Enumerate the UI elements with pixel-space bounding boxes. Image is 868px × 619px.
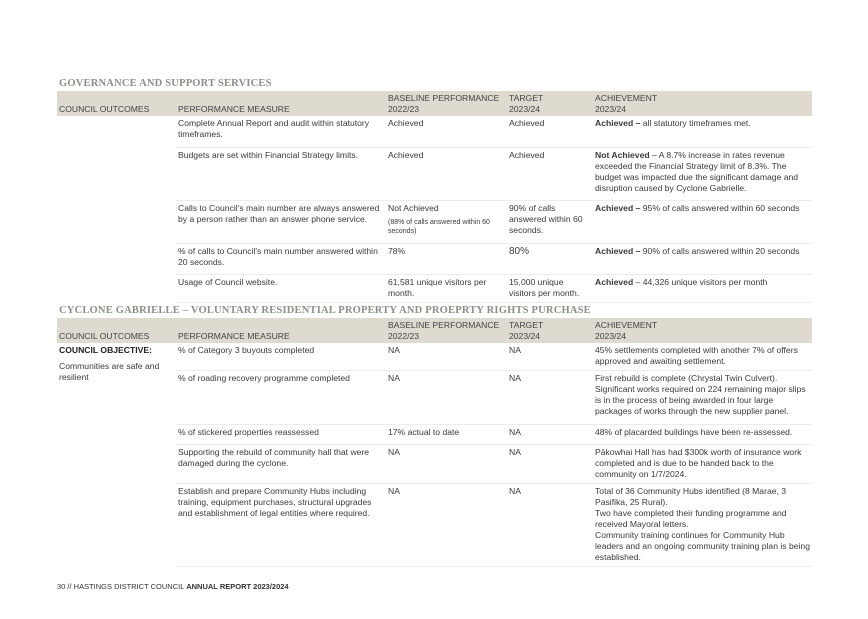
achievement-cell: Achieved – 44,326 unique visitors per month — [593, 274, 812, 302]
baseline-cell: NA — [386, 343, 507, 371]
achievement-cell: Achieved – 95% of calls answered within 60 seconds — [593, 200, 812, 243]
table-header-row — [57, 91, 812, 116]
header-target: TARGET 2023/24 — [509, 93, 544, 114]
outcome-cell — [57, 147, 176, 200]
measure-cell: % of roading recovery programme completed — [176, 371, 386, 425]
header-performance-measure: PERFORMANCE MEASURE — [178, 331, 290, 341]
council-objective-text: Communities are safe and resilient — [59, 361, 160, 382]
table-row — [57, 243, 812, 274]
baseline-cell: 78% — [386, 243, 507, 274]
target-cell: NA — [507, 484, 593, 567]
outcome-cell — [57, 243, 176, 274]
achievement-cell: Pākowhai Hall has had $300k worth of insurance work completed and is due to be handed back to the community on 1/7/2024. — [593, 445, 812, 484]
target-cell: Achieved — [507, 116, 593, 147]
table-header-row — [57, 318, 812, 343]
achievement-line: Two have completed their funding programme and received Mayoral letters. — [595, 508, 787, 529]
section-title-governance: GOVERNANCE AND SUPPORT SERVICES — [59, 78, 272, 89]
baseline-cell: NA — [386, 371, 507, 425]
table-row — [57, 147, 812, 200]
header-baseline: BASELINE PERFORMANCE 2022/23 — [388, 93, 500, 114]
target-cell: NA — [507, 343, 593, 371]
measure-cell: % of stickered properties reassessed — [176, 425, 386, 445]
achievement-line: Total of 36 Community Hubs identified (8 Marae, 3 Pasifika, 25 Rural). — [595, 486, 787, 507]
baseline-cell: 17% actual to date — [386, 425, 507, 445]
header-achievement: ACHIEVEMENT 2023/24 — [595, 93, 658, 114]
achievement-line: Community training continues for Community Hub leaders and an ongoing community training plan is being established. — [595, 530, 810, 562]
baseline-cell: NA — [386, 484, 507, 567]
measure-cell: Supporting the rebuild of community hall that were damaged during the cyclone. — [176, 445, 386, 484]
header-baseline: BASELINE PERFORMANCE 2022/23 — [388, 320, 500, 341]
achievement-cell: Not Achieved – A 8.7% increase in rates revenue exceeded the Financial Strategy limit of 8.3%. The budget was impacted due the significant damage and disruption caused by Cyclone Gabrielle. — [593, 147, 812, 200]
target-cell: Achieved — [507, 147, 593, 200]
achievement-cell: Achieved – 90% of calls answered within 20 seconds — [593, 243, 812, 274]
baseline-cell: NA — [386, 445, 507, 484]
page-footer: 30 // HASTINGS DISTRICT COUNCIL ANNUAL REPORT 2023/2024 — [57, 582, 289, 591]
header-achievement: ACHIEVEMENT 2023/24 — [595, 320, 658, 341]
target-cell: NA — [507, 425, 593, 445]
header-target: TARGET 2023/24 — [509, 320, 544, 341]
target-cell: NA — [507, 445, 593, 484]
governance-table — [57, 91, 812, 303]
target-cell: NA — [507, 371, 593, 425]
measure-cell: % of calls to Council's main number answered within 20 seconds. — [176, 243, 386, 274]
measure-cell: Usage of Council website. — [176, 274, 386, 302]
baseline-cell: Not Achieved (88% of calls answered within 60 seconds) — [386, 200, 507, 243]
baseline-cell: Achieved — [386, 116, 507, 147]
achievement-cell: 48% of placarded buildings have been re-assessed. — [593, 425, 812, 445]
header-performance-measure: PERFORMANCE MEASURE — [178, 104, 290, 114]
achievement-cell: First rebuild is complete (Chrystal Twin Culvert). Significant works required on 224 remaining major slips is in the process of being awarded in four large packages of works through the new supplier panel. — [593, 371, 812, 425]
table-row — [57, 116, 812, 147]
table-row — [57, 274, 812, 302]
measure-cell: % of Category 3 buyouts completed — [176, 343, 386, 371]
table-row — [57, 343, 812, 371]
target-cell: 90% of calls answered within 60 seconds. — [507, 200, 593, 243]
measure-cell: Budgets are set within Financial Strategy limits. — [176, 147, 386, 200]
measure-cell: Calls to Council's main number are always answered by a person rather than an answer phone service. — [176, 200, 386, 243]
achievement-cell — [593, 484, 812, 567]
section-title-cyclone: CYCLONE GABRIELLE – VOLUNTARY RESIDENTIAL PROPERTY AND PROEPRTY RIGHTS PURCHASE — [59, 305, 591, 316]
outcome-cell — [57, 116, 176, 147]
measure-cell: Complete Annual Report and audit within statutory timeframes. — [176, 116, 386, 147]
baseline-cell: 61,581 unique visitors per month. — [386, 274, 507, 302]
header-council-outcomes: COUNCIL OUTCOMES — [59, 104, 150, 114]
baseline-cell: Achieved — [386, 147, 507, 200]
outcome-cell — [57, 274, 176, 302]
measure-cell: Establish and prepare Community Hubs including training, equipment purchases, structural upgrades and establishment of legal entities where required. — [176, 484, 386, 567]
council-objective-label: COUNCIL OBJECTIVE: — [59, 345, 152, 355]
target-cell: 15,000 unique visitors per month. — [507, 274, 593, 302]
header-council-outcomes: COUNCIL OUTCOMES — [59, 331, 150, 341]
table-row — [57, 200, 812, 243]
council-objective-cell — [57, 343, 176, 567]
outcome-cell — [57, 200, 176, 243]
achievement-cell: 45% settlements completed with another 7% of offers approved and awaiting settlement. — [593, 343, 812, 371]
achievement-cell: Achieved – all statutory timeframes met. — [593, 116, 812, 147]
target-cell: 80% — [507, 243, 593, 274]
cyclone-table — [57, 318, 812, 567]
